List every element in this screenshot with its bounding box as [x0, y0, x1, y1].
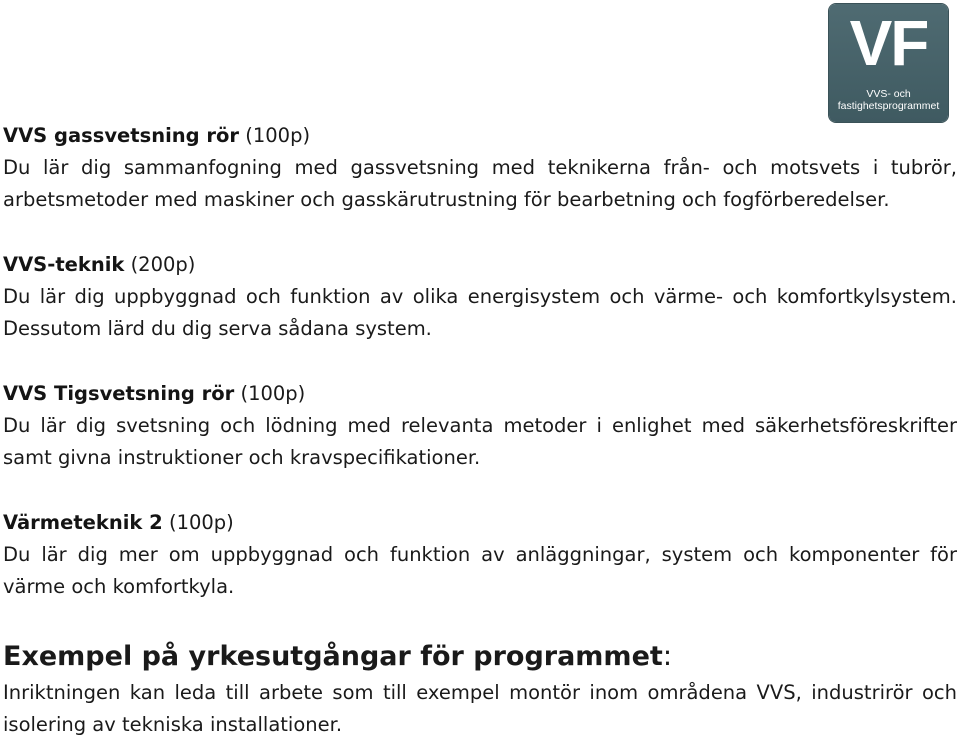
logo-subtitle-line-2: fastighetsprogrammet — [837, 100, 940, 112]
course-vvs-teknik — [3, 249, 957, 345]
course-gassvetsning — [3, 120, 957, 216]
course-title — [3, 120, 957, 152]
course-title — [3, 507, 957, 539]
course-title — [3, 378, 957, 410]
course-name: VVS-teknik — [3, 253, 125, 276]
course-points: (100p) — [162, 511, 234, 534]
course-name: VVS Tigsvetsning rör — [3, 382, 235, 405]
course-description: Du lär dig uppbyggnad och funktion av olika energisystem och värme- och komfortkylsystem. Dessutom lärd du dig serva sådana system. — [3, 285, 957, 340]
program-logo — [829, 4, 948, 122]
careers-text: Inriktningen kan leda till arbete som till exempel montör inom områdena VVS, industrirör och isolering av tekniska installationer. — [3, 681, 957, 736]
course-points: (100p) — [234, 382, 306, 405]
careers-heading-colon: : — [662, 639, 673, 672]
course-varmeteknik-2 — [3, 507, 957, 603]
logo-mark: VF — [849, 7, 928, 79]
course-points: (200p) — [124, 253, 196, 276]
course-name: Värmeteknik 2 — [3, 511, 163, 534]
course-tigsvetsning — [3, 378, 957, 474]
course-list — [3, 120, 957, 741]
course-description: Du lär dig svetsning och lödning med relevanta metoder i enlighet med säkerhetsföreskrifter samt givna instruktioner och kravspecifikationer. — [3, 414, 957, 469]
course-points: (100p) — [239, 124, 311, 147]
logo-subtitle-line-1: VVS- och — [866, 88, 911, 100]
course-description: Du lär dig sammanfogning med gassvetsning med teknikerna från- och motsvets i tubrör, arbetsmetoder med maskiner och gasskärutrustning för bearbetning och fogförberedelser. — [3, 156, 957, 211]
course-name: VVS gassvetsning rör — [3, 124, 240, 147]
course-description: Du lär dig mer om uppbyggnad och funktion av anläggningar, system och komponenter för värme och komfortkyla. — [3, 543, 957, 598]
careers-heading — [3, 636, 957, 677]
careers-heading-text: Exempel på yrkesutgångar för programmet — [3, 641, 663, 672]
course-title — [3, 249, 957, 281]
